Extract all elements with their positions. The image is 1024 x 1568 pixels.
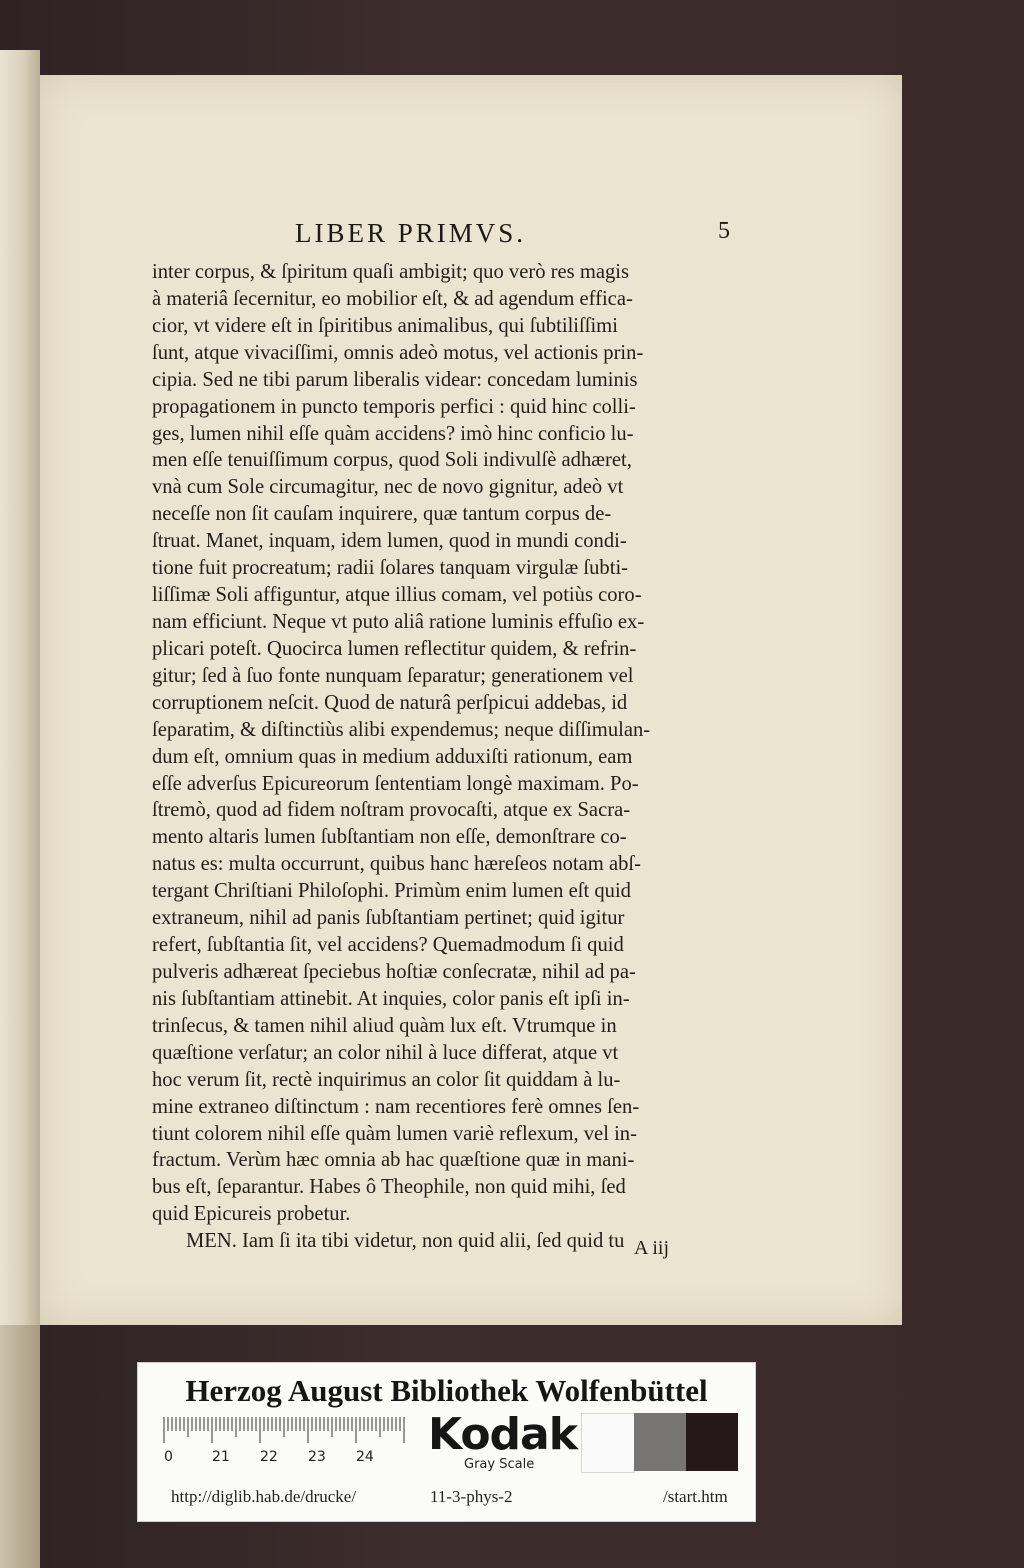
url-shelfmark: 11-3-phys-2	[430, 1487, 513, 1506]
text-line: gitur; ſed à ſuo fonte nunquam ſeparatur; generationem vel	[152, 664, 634, 687]
text-line: ſeparatim, & diſtinctiùs alibi expendemus; neque diſſimulan-	[152, 718, 651, 741]
text-line: propagationem in puncto temporis perfici : quid hinc colli-	[152, 395, 636, 418]
text-line: bus eſt, ſeparantur. Habes ô Theophile, non quid mihi, ſed	[152, 1176, 626, 1199]
text-line: fractum. Verùm hæc omnia ab hac quæſtione quæ in mani-	[152, 1149, 635, 1172]
measurement-ruler	[162, 1415, 412, 1465]
book-page	[40, 75, 902, 1325]
text-line: tiunt colorem nihil eſſe quàm lumen variè reflexum, vel in-	[152, 1122, 637, 1145]
facing-page-edge-lower	[0, 1325, 40, 1568]
text-line: tione fuit procreatum; radii ſolares tanquam virgulæ ſubti-	[152, 557, 629, 580]
text-line: mento altaris lumen ſubſtantiam non eſſe, demonſtrare co-	[152, 826, 627, 849]
text-line: nis ſubſtantiam attinebit. At inquies, color panis eſt ipſi in-	[152, 987, 630, 1010]
text-line: ſunt, atque vivaciſſimi, omnis adeò motus, vel actionis prin-	[152, 341, 644, 364]
text-line: cior, vt videre eſt in ſpiritibus animalibus, qui ſubtiliſſimi	[152, 314, 618, 337]
text-line: quid Epicureis probetur.	[152, 1203, 351, 1226]
body-text	[152, 259, 752, 1255]
library-card	[137, 1362, 756, 1522]
gray-swatch-dark	[686, 1413, 738, 1471]
ruler-label: 23	[308, 1449, 326, 1465]
text-line: ges, lumen nihil eſſe quàm accidens? imò hinc conficio lu-	[152, 422, 634, 445]
signature-mark: A iij	[634, 1237, 670, 1259]
text-line: cipia. Sed ne tibi parum liberalis videar: concedam luminis	[152, 368, 638, 391]
running-head: LIBER PRIMVS.	[295, 218, 527, 248]
text-line: trinſecus, & tamen nihil aliud quàm lux eſt. Vtrumque in	[152, 1014, 617, 1037]
gray-swatch-mid	[634, 1413, 686, 1471]
text-line: nam efficiunt. Neque vt puto aliâ ratione luminis effuſio ex-	[152, 610, 645, 633]
text-line: liſſimæ Soli affiguntur, atque illius comam, vel potiùs coro-	[152, 584, 642, 607]
text-line: refert, ſubſtantia ſit, vel accidens? Quemadmodum ſi quid	[152, 934, 624, 957]
text-line: mine extraneo diſtinctum : nam recentiores ferè omnes ſen-	[152, 1095, 640, 1118]
folio-number: 5	[718, 218, 730, 244]
url-start: /start.htm	[663, 1487, 728, 1506]
text-line: extraneum, nihil ad panis ſubſtantiam pertinet; quid igitur	[152, 907, 625, 930]
text-line: MEN. Iam ſi ita tibi videtur, non quid alii, ſed quid tu	[186, 1230, 625, 1253]
gray-swatch-white	[581, 1413, 635, 1473]
text-line: à materiâ ſecernitur, eo mobilior eſt, & ad agendum effica-	[152, 287, 633, 310]
ruler-label: 22	[260, 1449, 278, 1465]
text-line: eſſe adverſus Epicureorum ſententiam longè maximam. Po-	[152, 772, 639, 795]
text-line: tergant Chriſtiani Philoſophi. Primùm enim lumen eſt quid	[152, 880, 631, 903]
gray-scale-label: Gray Scale	[464, 1457, 535, 1472]
text-line: pulveris adhæreat ſpeciebus hoſtiæ conſecratæ, nihil ad pa-	[152, 960, 636, 983]
page-header	[40, 218, 902, 248]
text-line: men eſſe tenuiſſimum corpus, quod Soli indivulſè adhæret,	[152, 449, 632, 472]
text-line: natus es: multa occurrunt, quibus hanc hæreſeos notam abſ-	[152, 853, 641, 876]
url-base: http://diglib.hab.de/drucke/	[171, 1487, 357, 1506]
text-line: hoc verum ſit, rectè inquirimus an color ſit quiddam à lu-	[152, 1068, 621, 1091]
ruler-label: 21	[212, 1449, 230, 1465]
text-line: ſtruat. Manet, inquam, idem lumen, quod in mundi condi-	[152, 530, 627, 553]
text-line: plicari poteſt. Quocirca lumen reflectitur quidem, & refrin-	[152, 637, 637, 660]
text-line: neceſſe non ſit cauſam inquirere, quæ tantum corpus de-	[152, 503, 612, 526]
library-name: Herzog August Bibliothek Wolfenbüttel	[185, 1373, 708, 1408]
text-line: vnà cum Sole circumagitur, nec de novo gignitur, adeò vt	[152, 476, 624, 499]
text-line: corruptionem neſcit. Quod de naturâ perſpicui addebas, id	[152, 691, 628, 714]
kodak-logo: Kodak	[428, 1409, 577, 1460]
text-line: ſtremò, quod ad fidem noſtram provocaſti, atque ex Sacra-	[152, 799, 631, 822]
ruler-label: 24	[356, 1449, 374, 1465]
text-line: inter corpus, & ſpiritum quaſi ambigit; quo verò res magis	[152, 261, 630, 283]
ruler-label: 0	[164, 1449, 173, 1465]
text-line: dum eſt, omnium quas in medium adduxiſti rationum, eam	[152, 745, 633, 768]
text-line: quæſtione verſatur; an color nihil à luce differat, atque vt	[152, 1041, 619, 1064]
